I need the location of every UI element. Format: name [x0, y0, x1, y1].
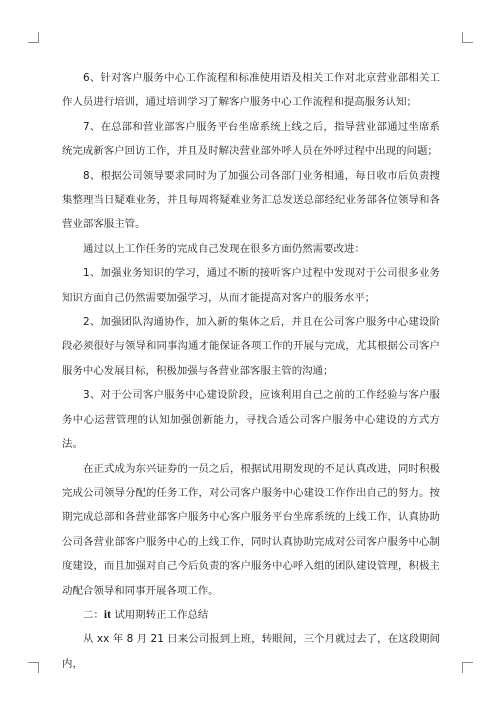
section-heading-suffix: 试用期转正工作总结 [111, 608, 209, 621]
crop-mark-top-left [28, 32, 39, 43]
paragraph-improvement-1: 1、加强业务知识的学习，通过不断的接听客户过程中发现对于公司很多业务知识方面自己仍然需要加强学习，从而才能提高对客户的服务水平； [62, 267, 440, 304]
section-heading-prefix: 二： [83, 608, 104, 621]
crop-mark-top-right [462, 32, 473, 43]
crop-mark-bottom-right [462, 662, 473, 673]
paragraph-item-6: 6、针对客户服务中心工作流程和标准使用语及相关工作对北京营业部相关工作人员进行培训，通过培训学习了解客户服务中心工作流程和提高服务认知； [62, 72, 440, 109]
paragraph-item-8: 8、根据公司领导要求同时为了加强公司各部门业务相通，每日收市后负责搜集整理当日疑难业务，并且每周将疑难业务汇总发送总部经纪业务部各位领导和各营业部客服主管。 [62, 169, 440, 231]
crop-mark-bottom-left [28, 662, 39, 673]
paragraph-improvement-3: 3、对于公司客户服务中心建设阶段，应该利用自己之前的工作经验与客户服务中心运营管理的认知加强创新能力，寻找合适公司客户服务中心建设的方式方法。 [62, 389, 440, 451]
document-body [62, 66, 440, 676]
paragraph-conclusion: 在正式成为东兴证券的一员之后，根据试用期发现的不足认真改进，同时积极完成公司领导分配的任务工作，对公司客户服务中心建设工作作出自己的努力。按期完成总部和各营业部客户服务中心客户服务平台坐席系统的上线工作，认真协助公司各营业部客户服务中心的上线工作，同时认真协助完成对公司客户服务中心制度建设，而且加强对自己今后负责的客户服务中心呼入组的团队建设管理，积极主动配合领导和同事开展各项工作。 [62, 462, 440, 597]
paragraph-item-7: 7、在总部和营业部客户服务平台坐席系统上线之后，指导营业部通过坐席系统完成新客户回访工作，并且及时解决营业部外呼人员在外呼过程中出现的问题； [62, 120, 440, 158]
section-heading [62, 603, 440, 627]
paragraph-summary-start: 从 xx 年 8 月 21 日来公司报到上班，转眼间，三个月就过去了，在这段期间内， [62, 633, 440, 670]
section-heading-emphasis: it [103, 608, 112, 621]
paragraph-improvement-intro: 通过以上工作任务的完成自己发现在很多方面仍然需要改进： [83, 242, 365, 255]
paragraph-improvement-2: 2、加强团队沟通协作，加入新的集体之后，并且在公司客户服务中心建设阶段必须很好与领导和同事沟通才能保证各项工作的开展与完成，尤其根据公司客户服务中心发展目标，积极加强与各营业部客服主管的沟通； [62, 316, 440, 377]
